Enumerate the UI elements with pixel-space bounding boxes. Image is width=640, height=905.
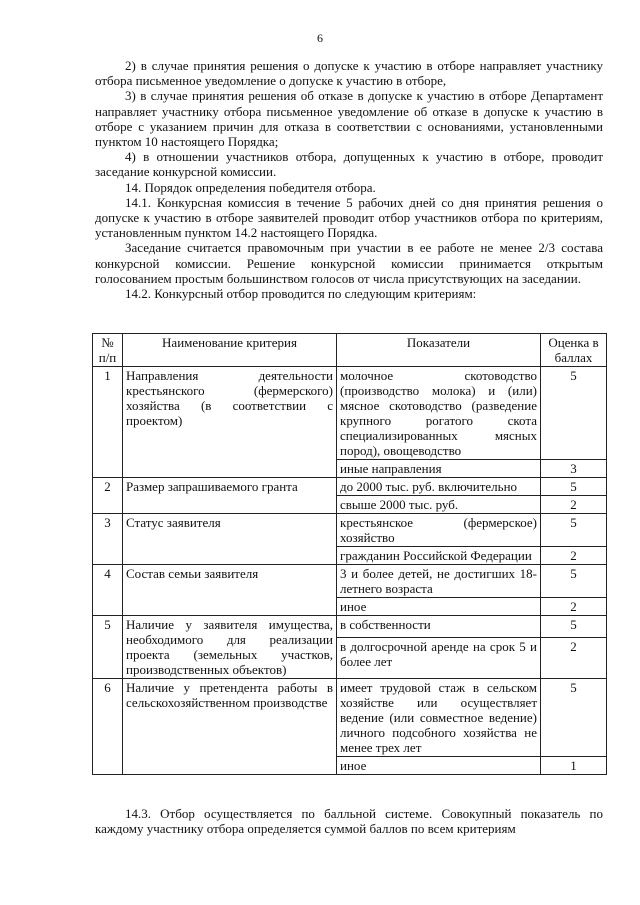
- paragraph: Заседание считается правомочным при участии в ее работе не менее 2/3 состава конкурсной комиссии. Решение конкурсной комиссии принимается открытым голосованием простым большинством голосов от числа присутствующих на заседании.: [95, 240, 603, 286]
- score: 2: [541, 496, 607, 514]
- indicator: 3 и более детей, не достигших 18-летнего возраста: [337, 565, 541, 598]
- score: 5: [541, 514, 607, 547]
- indicator: имеет трудовой стаж в сельском хозяйстве или осуществляет ведение (или совместное ведение) личного подсобного хозяйства не менее трех лет: [337, 679, 541, 757]
- indicator: иное: [337, 757, 541, 775]
- header-name: Наименование критерия: [123, 334, 337, 367]
- score: 2: [541, 638, 607, 679]
- score: 5: [541, 679, 607, 757]
- table-intro: 14.2. Конкурсный отбор проводится по следующим критериям:: [125, 286, 477, 302]
- criterion-name: Наличие у заявителя имущества, необходимого для реализации проекта (земельных участков, производственных объектов): [123, 616, 337, 679]
- indicator: крестьянское (фермерское) хозяйство: [337, 514, 541, 547]
- score: 5: [541, 616, 607, 638]
- score: 5: [541, 565, 607, 598]
- paragraph: 3) в случае принятия решения об отказе в допуске к участию в отборе Департамент направляет участнику отбора письменное уведомление об отказе в допуске к участию в отборе с указанием причин для отказа в соответствии с основаниями, установленными пунктом 10 настоящего Порядка;: [95, 88, 603, 150]
- header-indicators: Показатели: [337, 334, 541, 367]
- score: 3: [541, 460, 607, 478]
- indicator: иные направления: [337, 460, 541, 478]
- outro-text: [95, 806, 603, 836]
- score: 5: [541, 478, 607, 496]
- score: 1: [541, 757, 607, 775]
- table-row: [93, 367, 607, 460]
- paragraph: 2) в случае принятия решения о допуске к участию в отборе направляет участнику отбора письменное уведомление о допуске к участию в отборе,: [95, 58, 603, 89]
- paragraph: 14.1. Конкурсная комиссия в течение 5 рабочих дней со дня принятия решения о допуске к участию в отборе заявителей проводит отбор участников отбора по критериям, установленным пунктом 14.2 настоящего Порядка.: [95, 194, 603, 241]
- criterion-name: Состав семьи заявителя: [123, 565, 337, 616]
- indicator: до 2000 тыс. руб. включительно: [337, 478, 541, 496]
- criterion-name: Наличие у претендента работы в сельскохозяйственном производстве: [123, 679, 337, 775]
- header-score: Оценка в баллах: [541, 334, 607, 367]
- criterion-num: 3: [93, 514, 123, 565]
- criteria-table: [92, 333, 607, 775]
- indicator: свыше 2000 тыс. руб.: [337, 496, 541, 514]
- criterion-num: 2: [93, 478, 123, 514]
- table-row: [93, 514, 607, 547]
- paragraph: 14.3. Отбор осуществляется по балльной системе. Совокупный показатель по каждому участнику отбора определяется суммой баллов по всем критериям: [95, 806, 603, 837]
- indicator: в долгосрочной аренде на срок 5 и более лет: [337, 638, 541, 679]
- table-row: [93, 679, 607, 757]
- indicator: молочное скотоводство (производство молока) и (или) мясное скотоводство (разведение крупного рогатого скота специализированных мясных пород), овощеводство: [337, 367, 541, 460]
- header-num: № п/п: [93, 334, 123, 367]
- criterion-name: Направления деятельности крестьянского (фермерского) хозяйства (в соответствии с проектом): [123, 367, 337, 478]
- score: 5: [541, 367, 607, 460]
- table-row: [93, 565, 607, 598]
- paragraph: 4) в отношении участников отбора, допущенных к участию в отборе, проводит заседание конкурсной комиссии.: [95, 149, 603, 180]
- criterion-num: 5: [93, 616, 123, 679]
- section-heading: 14. Порядок определения победителя отбора.: [125, 179, 376, 195]
- table-header-row: [93, 334, 607, 367]
- criterion-num: 6: [93, 679, 123, 775]
- criterion-num: 4: [93, 565, 123, 616]
- score: 2: [541, 547, 607, 565]
- score: 2: [541, 598, 607, 616]
- criterion-name: Размер запрашиваемого гранта: [123, 478, 337, 514]
- indicator: иное: [337, 598, 541, 616]
- indicator: гражданин Российской Федерации: [337, 547, 541, 565]
- table-row: [93, 616, 607, 638]
- criterion-name: Статус заявителя: [123, 514, 337, 565]
- criterion-num: 1: [93, 367, 123, 478]
- intro-text: [95, 58, 603, 301]
- indicator: в собственности: [337, 616, 541, 638]
- table-row: [93, 478, 607, 496]
- page-number: 6: [317, 31, 323, 45]
